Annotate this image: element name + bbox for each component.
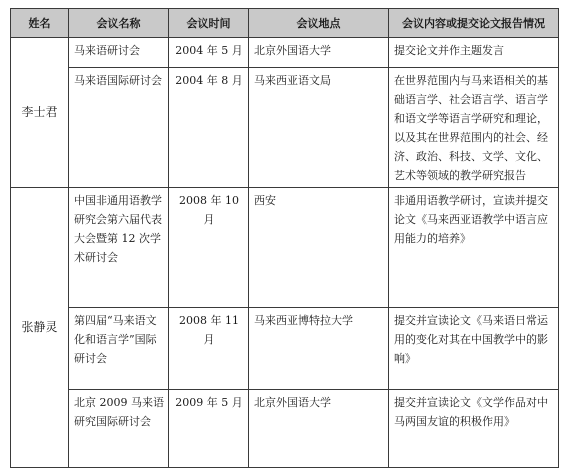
conference-table [10,8,559,468]
person-name-cell: 张静灵 [11,188,69,468]
place-cell: 马来西亚语文局 [249,68,389,188]
conference-cell: 北京 2009 马来语研究国际研讨会 [69,390,169,468]
place-cell: 马来西亚博特拉大学 [249,308,389,390]
header-place: 会议地点 [249,9,389,38]
content-cell: 提交并宣读论文《马来语日常运用的变化对其在中国教学中的影响》 [389,308,559,390]
content-cell: 提交论文并作主题发言 [389,38,559,68]
table-row [11,68,559,188]
place-cell: 北京外国语大学 [249,390,389,468]
conference-cell: 第四届“马来语文化和语言学”国际研讨会 [69,308,169,390]
content-cell: 提交并宣读论文《文学作品对中马两国友谊的积极作用》 [389,390,559,468]
table-row [11,390,559,468]
time-cell: 2004 年 8 月 [169,68,249,188]
time-cell: 2008 年 10 月 [169,188,249,308]
person-name-cell: 李士君 [11,38,69,188]
header-content: 会议内容或提交论文报告情况 [389,9,559,38]
place-cell: 西安 [249,188,389,308]
header-name: 姓名 [11,9,69,38]
header-time: 会议时间 [169,9,249,38]
time-cell: 2008 年 11 月 [169,308,249,390]
conference-cell: 马来语研讨会 [69,38,169,68]
table-row [11,308,559,390]
place-cell: 北京外国语大学 [249,38,389,68]
table-row [11,188,559,308]
time-cell: 2004 年 5 月 [169,38,249,68]
header-conference: 会议名称 [69,9,169,38]
content-cell: 非通用语教学研讨，宣读并提交论文《马来西亚语教学中语言应用能力的培养》 [389,188,559,308]
table-row [11,38,559,68]
conference-cell: 马来语国际研讨会 [69,68,169,188]
content-cell: 在世界范围内与马来语相关的基础语言学、社会语言学、语言学和语文学等语言学研究和理论，以及其在世界范围内的社会、经济、政治、科技、文学、文化、艺术等领域的教学研究报告 [389,68,559,188]
time-cell: 2009 年 5 月 [169,390,249,468]
conference-cell: 中国非通用语教学研究会第六届代表大会暨第 12 次学术研讨会 [69,188,169,308]
table-header-row [11,9,559,38]
